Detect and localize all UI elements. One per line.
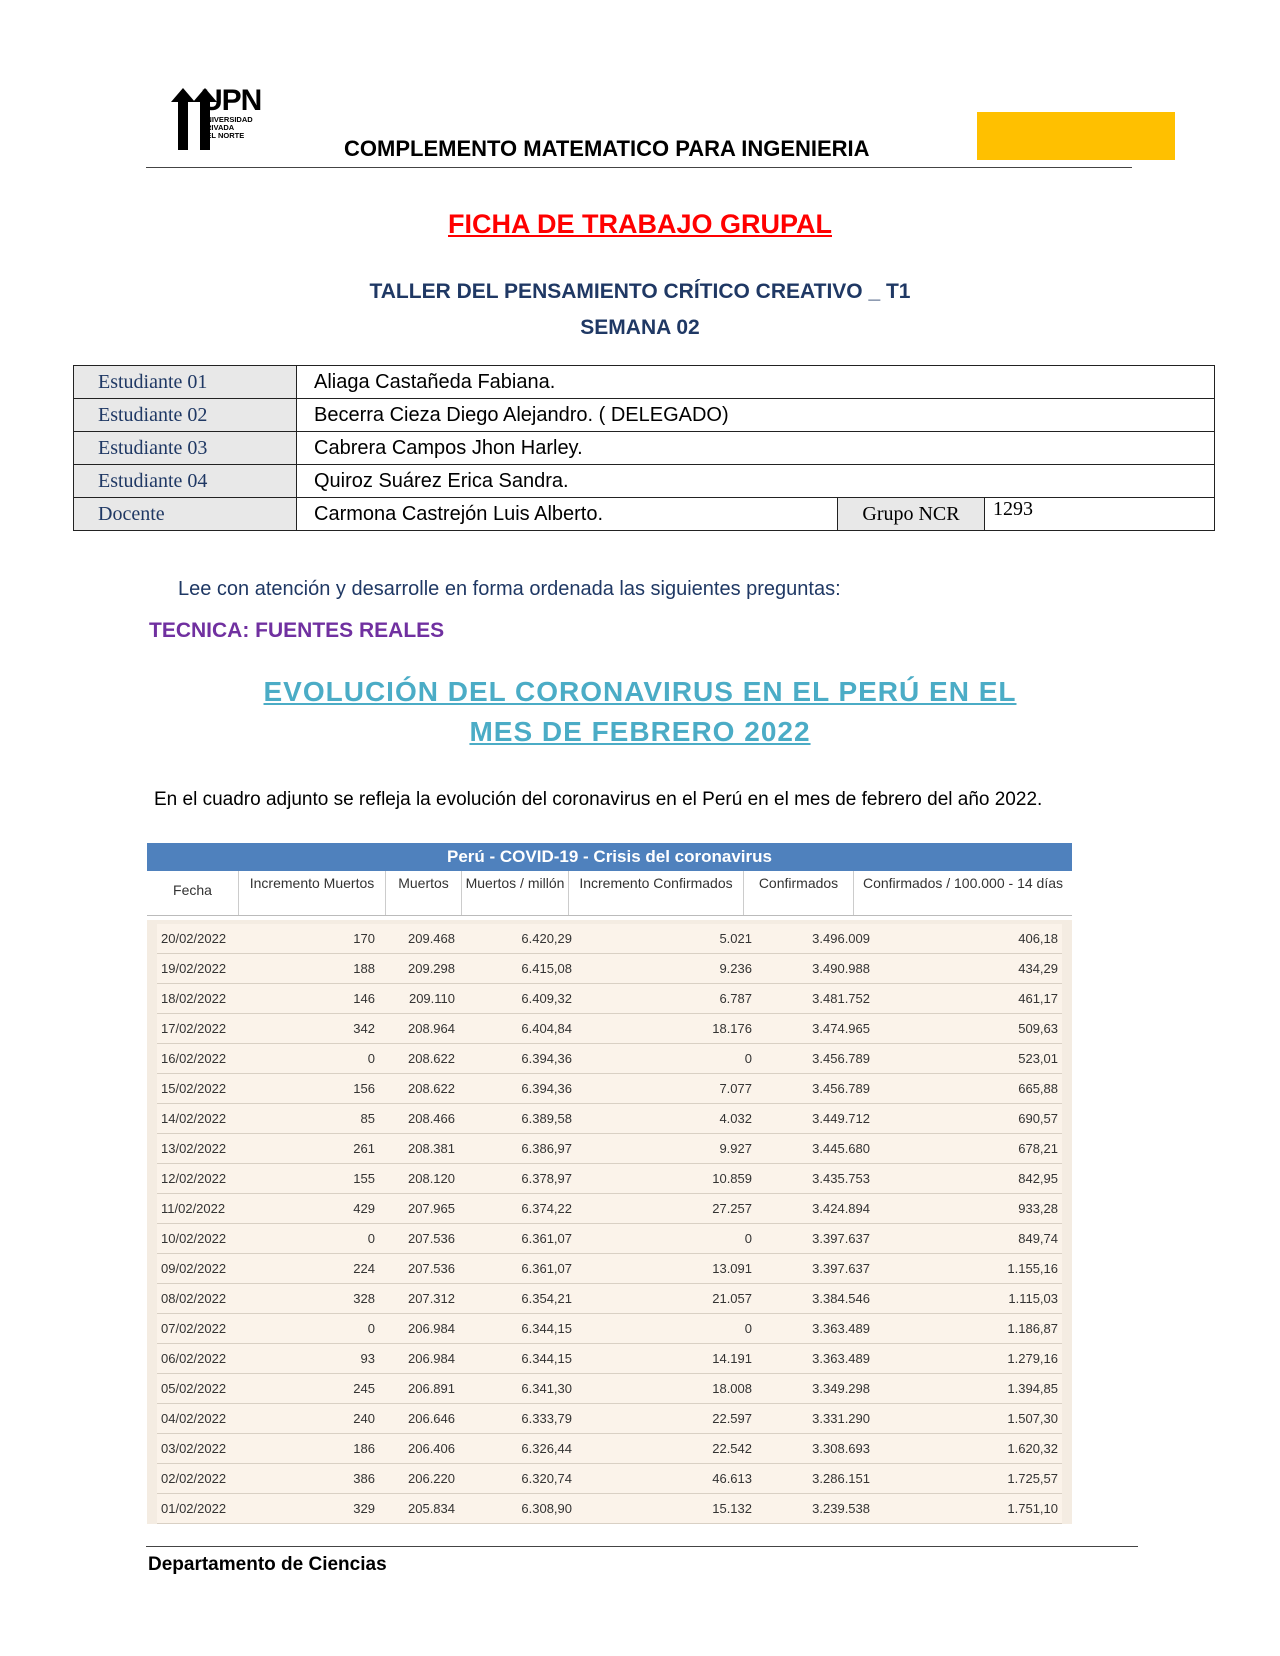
covid-table-body	[147, 920, 1072, 1524]
footer-text: Departamento de Ciencias	[148, 1554, 387, 1575]
table-cell: 205.834	[408, 1501, 455, 1516]
table-cell: 18/02/2022	[161, 991, 227, 1006]
table-cell: 21.057	[712, 1291, 752, 1306]
table-cell: 170	[353, 931, 375, 946]
students-table	[73, 365, 1215, 531]
table-cell: 3.481.752	[812, 991, 870, 1006]
table-cell: 3.445.680	[812, 1141, 870, 1156]
table-cell: 3.435.753	[812, 1171, 870, 1186]
table-cell: 208.466	[408, 1111, 455, 1126]
table-cell: 206.220	[408, 1471, 455, 1486]
table-cell: 3.363.489	[812, 1351, 870, 1366]
table-cell: 93	[360, 1351, 375, 1366]
covid-table-title: Perú - COVID-19 - Crisis del coronavirus	[147, 843, 1072, 871]
evolution-title-line1: EVOLUCIÓN DEL CORONAVIRUS EN EL PERÚ EN EL	[263, 676, 1017, 707]
table-cell: 18.008	[712, 1381, 752, 1396]
table-cell: 10/02/2022	[161, 1231, 227, 1246]
table-row	[157, 984, 1062, 1014]
header-muertos: Muertos	[386, 871, 462, 915]
table-cell: 13/02/2022	[161, 1141, 227, 1156]
table-cell: 3.331.290	[812, 1411, 870, 1426]
table-cell: 0	[367, 1051, 375, 1066]
table-cell: 206.891	[408, 1381, 455, 1396]
table-row	[157, 1404, 1062, 1434]
table-cell: 188	[353, 961, 375, 976]
technique-label: TECNICA: FUENTES REALES	[149, 619, 445, 642]
table-cell: 3.424.894	[812, 1201, 870, 1216]
table-cell: 6.333,79	[521, 1411, 572, 1426]
table-cell: 208.622	[408, 1051, 455, 1066]
logo-sub-2: PRIVADA	[201, 123, 235, 132]
table-cell: 3.456.789	[812, 1051, 870, 1066]
table-cell: 09/02/2022	[161, 1261, 227, 1276]
table-row	[157, 1374, 1062, 1404]
evolution-title	[0, 672, 1280, 752]
table-cell: 85	[360, 1111, 375, 1126]
table-cell: 46.613	[712, 1471, 752, 1486]
student-name: Quiroz Suárez Erica Sandra.	[297, 465, 1215, 498]
table-cell: 11/02/2022	[161, 1201, 226, 1216]
table-cell: 207.965	[408, 1201, 455, 1216]
group-value: 1293	[985, 498, 1215, 531]
table-cell: 6.344,15	[521, 1351, 572, 1366]
table-cell: 1.620,32	[1007, 1441, 1058, 1456]
table-cell: 3.397.637	[812, 1231, 870, 1246]
description-text: En el cuadro adjunto se refleja la evolución del coronavirus en el Perú en el mes de febrero del año 2022.	[154, 789, 1043, 810]
logo-sub-3: DEL NORTE	[201, 131, 245, 140]
table-cell: 849,74	[1018, 1231, 1058, 1246]
table-cell: 406,18	[1018, 931, 1058, 946]
table-cell: 03/02/2022	[161, 1441, 227, 1456]
table-cell: 12/02/2022	[161, 1171, 227, 1186]
table-cell: 6.420,29	[521, 931, 572, 946]
table-cell: 206.984	[408, 1351, 455, 1366]
table-cell: 207.312	[408, 1291, 455, 1306]
table-cell: 05/02/2022	[161, 1381, 227, 1396]
table-cell: 6.409,32	[521, 991, 572, 1006]
header-incremento-muertos: Incremento Muertos	[239, 871, 386, 915]
table-cell: 209.110	[408, 991, 455, 1006]
table-cell: 206.646	[408, 1411, 455, 1426]
table-cell: 3.490.988	[812, 961, 870, 976]
table-row	[157, 1044, 1062, 1074]
table-cell: 6.361,07	[521, 1231, 572, 1246]
table-cell: 19/02/2022	[161, 961, 227, 976]
table-cell: 9.236	[719, 961, 752, 976]
table-cell: 6.378,97	[521, 1171, 572, 1186]
student-label: Estudiante 03	[74, 432, 297, 465]
table-cell: 933,28	[1018, 1201, 1058, 1216]
page-title: FICHA DE TRABAJO GRUPAL	[448, 209, 832, 239]
table-row	[157, 1014, 1062, 1044]
table-cell: 07/02/2022	[161, 1321, 227, 1336]
table-cell: 13.091	[712, 1261, 752, 1276]
table-cell: 1.279,16	[1007, 1351, 1058, 1366]
table-row	[157, 1074, 1062, 1104]
table-cell: 155	[353, 1171, 375, 1186]
table-cell: 22.542	[712, 1441, 752, 1456]
table-row	[157, 1194, 1062, 1224]
covid-table-header	[147, 871, 1072, 916]
table-cell: 6.361,07	[521, 1261, 572, 1276]
table-cell: 14/02/2022	[161, 1111, 227, 1126]
table-cell: 6.308,90	[521, 1501, 572, 1516]
table-cell: 6.341,30	[521, 1381, 572, 1396]
table-cell: 1.725,57	[1007, 1471, 1058, 1486]
table-cell: 461,17	[1018, 991, 1058, 1006]
table-cell: 3.456.789	[812, 1081, 870, 1096]
table-cell: 17/02/2022	[161, 1021, 227, 1036]
table-cell: 6.404,84	[521, 1021, 572, 1036]
header-incremento-confirmados: Incremento Confirmados	[569, 871, 744, 915]
table-cell: 0	[744, 1321, 752, 1336]
table-cell: 3.496.009	[812, 931, 870, 946]
table-cell: 0	[744, 1051, 752, 1066]
table-cell: 04/02/2022	[161, 1411, 227, 1426]
table-row	[157, 1494, 1062, 1524]
table-cell: 3.397.637	[812, 1261, 870, 1276]
table-cell: 240	[353, 1411, 375, 1426]
page-subtitle: TALLER DEL PENSAMIENTO CRÍTICO CREATIVO _ T1	[369, 280, 911, 303]
student-name: Cabrera Campos Jhon Harley.	[297, 432, 1215, 465]
table-cell: 3.286.151	[812, 1471, 870, 1486]
table-cell: 6.326,44	[521, 1441, 572, 1456]
table-row	[157, 1164, 1062, 1194]
student-row	[74, 399, 1215, 432]
table-cell: 690,57	[1018, 1111, 1058, 1126]
table-cell: 3.449.712	[812, 1111, 870, 1126]
week-label: SEMANA 02	[580, 316, 700, 339]
table-cell: 7.077	[719, 1081, 752, 1096]
student-label: Estudiante 02	[74, 399, 297, 432]
table-cell: 842,95	[1018, 1171, 1058, 1186]
table-cell: 245	[353, 1381, 375, 1396]
student-name: Aliaga Castañeda Fabiana.	[297, 366, 1215, 399]
header-accent-box	[977, 112, 1175, 160]
table-cell: 3.349.298	[812, 1381, 870, 1396]
table-cell: 207.536	[408, 1261, 455, 1276]
table-cell: 3.239.538	[812, 1501, 870, 1516]
table-cell: 434,29	[1018, 961, 1058, 976]
table-cell: 18.176	[712, 1021, 752, 1036]
student-label: Estudiante 01	[74, 366, 297, 399]
student-row	[74, 465, 1215, 498]
table-row	[157, 1464, 1062, 1494]
table-cell: 209.468	[408, 931, 455, 946]
covid-table	[147, 843, 1072, 1524]
table-cell: 10.859	[712, 1171, 752, 1186]
logo-sub-1: UNIVERSIDAD	[201, 115, 253, 124]
table-cell: 01/02/2022	[161, 1501, 227, 1516]
student-name: Becerra Cieza Diego Alejandro. ( DELEGADO)	[297, 399, 1215, 432]
table-cell: 206.406	[408, 1441, 455, 1456]
header-fecha: Fecha	[147, 871, 239, 915]
table-cell: 6.320,74	[521, 1471, 572, 1486]
header-confirmados: Confirmados	[744, 871, 854, 915]
table-cell: 02/02/2022	[161, 1471, 227, 1486]
table-row	[157, 924, 1062, 954]
table-cell: 3.384.546	[812, 1291, 870, 1306]
table-cell: 6.389,58	[521, 1111, 572, 1126]
table-row	[157, 1284, 1062, 1314]
logo-main: UPN	[201, 84, 262, 117]
table-cell: 15.132	[712, 1501, 752, 1516]
table-cell: 22.597	[712, 1411, 752, 1426]
table-cell: 6.354,21	[521, 1291, 572, 1306]
header-muertos-millon: Muertos / millón	[462, 871, 569, 915]
table-cell: 208.120	[408, 1171, 455, 1186]
table-cell: 6.415,08	[521, 961, 572, 976]
table-cell: 6.394,36	[521, 1081, 572, 1096]
table-cell: 5.021	[719, 931, 752, 946]
table-cell: 3.474.965	[812, 1021, 870, 1036]
table-cell: 4.032	[719, 1111, 752, 1126]
upn-logo-text	[201, 86, 261, 140]
table-cell: 3.308.693	[812, 1441, 870, 1456]
table-cell: 156	[353, 1081, 375, 1096]
table-cell: 6.386,97	[521, 1141, 572, 1156]
table-cell: 429	[353, 1201, 375, 1216]
table-cell: 1.751,10	[1007, 1501, 1058, 1516]
table-cell: 16/02/2022	[161, 1051, 227, 1066]
table-cell: 523,01	[1018, 1051, 1058, 1066]
table-cell: 342	[353, 1021, 375, 1036]
table-cell: 208.622	[408, 1081, 455, 1096]
table-cell: 1.394,85	[1007, 1381, 1058, 1396]
student-row	[74, 366, 1215, 399]
table-cell: 328	[353, 1291, 375, 1306]
table-row	[157, 1224, 1062, 1254]
table-cell: 0	[367, 1231, 375, 1246]
table-cell: 20/02/2022	[161, 931, 227, 946]
table-row	[157, 1314, 1062, 1344]
table-cell: 509,63	[1018, 1021, 1058, 1036]
table-cell: 386	[353, 1471, 375, 1486]
table-cell: 14.191	[712, 1351, 752, 1366]
group-label: Grupo NCR	[838, 498, 985, 531]
student-label: Estudiante 04	[74, 465, 297, 498]
table-cell: 08/02/2022	[161, 1291, 227, 1306]
table-cell: 3.363.489	[812, 1321, 870, 1336]
footer-divider	[146, 1546, 1138, 1547]
table-row	[157, 954, 1062, 984]
table-row	[157, 1254, 1062, 1284]
course-title: COMPLEMENTO MATEMATICO PARA INGENIERIA	[344, 136, 870, 161]
table-cell: 6.344,15	[521, 1321, 572, 1336]
table-cell: 1.507,30	[1007, 1411, 1058, 1426]
table-cell: 6.787	[719, 991, 752, 1006]
table-row	[157, 1134, 1062, 1164]
table-cell: 665,88	[1018, 1081, 1058, 1096]
table-row	[157, 1434, 1062, 1464]
table-cell: 209.298	[408, 961, 455, 976]
table-cell: 208.964	[408, 1021, 455, 1036]
table-cell: 6.394,36	[521, 1051, 572, 1066]
table-cell: 1.115,03	[1008, 1291, 1058, 1306]
table-cell: 27.257	[712, 1201, 752, 1216]
table-cell: 678,21	[1018, 1141, 1058, 1156]
docente-name: Carmona Castrejón Luis Alberto.	[297, 498, 838, 531]
table-cell: 0	[367, 1321, 375, 1336]
docente-label: Docente	[74, 498, 297, 531]
table-cell: 06/02/2022	[161, 1351, 227, 1366]
header-divider	[146, 167, 1132, 168]
docente-row	[74, 498, 1215, 531]
table-row	[157, 1344, 1062, 1374]
instruction-text: Lee con atención y desarrolle en forma ordenada las siguientes preguntas:	[178, 578, 841, 600]
evolution-title-line2: MES DE FEBRERO 2022	[469, 716, 811, 747]
table-cell: 186	[353, 1441, 375, 1456]
table-cell: 224	[353, 1261, 375, 1276]
table-cell: 6.374,22	[521, 1201, 572, 1216]
student-row	[74, 432, 1215, 465]
table-cell: 206.984	[408, 1321, 455, 1336]
table-cell: 329	[353, 1501, 375, 1516]
table-cell: 15/02/2022	[161, 1081, 227, 1096]
table-cell: 208.381	[408, 1141, 455, 1156]
table-cell: 9.927	[719, 1141, 752, 1156]
table-cell: 1.155,16	[1007, 1261, 1058, 1276]
header-confirmados-100k: Confirmados / 100.000 - 14 días	[862, 875, 1063, 891]
table-cell: 261	[353, 1141, 375, 1156]
table-row	[157, 1104, 1062, 1134]
table-cell: 1.186,87	[1007, 1321, 1058, 1336]
table-cell: 207.536	[408, 1231, 455, 1246]
table-cell: 146	[353, 991, 375, 1006]
table-cell: 0	[744, 1231, 752, 1246]
